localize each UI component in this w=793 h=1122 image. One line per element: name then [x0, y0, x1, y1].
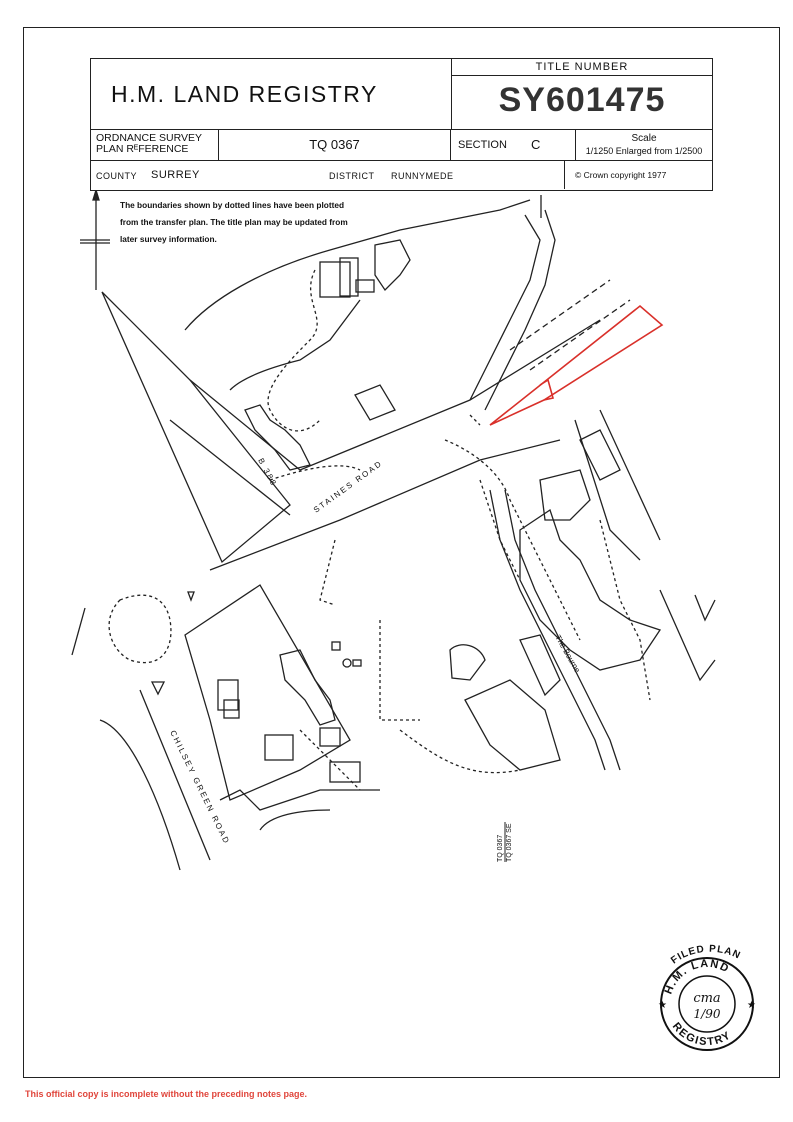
svg-text:★: ★: [658, 1000, 667, 1011]
stamp-ring-top: H.M. LAND: [662, 957, 732, 996]
section-value: C: [531, 137, 541, 152]
label-staines-road: STAINES ROAD: [311, 458, 385, 515]
label-grid-ref-1: TQ 0367: [497, 834, 504, 862]
title-number: SY601475: [498, 81, 666, 119]
label-grid-ref-2: TQ 0367 SE: [506, 823, 513, 862]
county-label: COUNTY: [96, 171, 137, 181]
scale-value: 1/1250 Enlarged from 1/2500: [585, 146, 703, 156]
county-value: SURREY: [151, 169, 200, 181]
staines-road-north-edge: [190, 320, 600, 470]
label-the-bourne: The Bourne: [553, 633, 582, 675]
building: [320, 262, 350, 297]
section-cell: [451, 130, 576, 160]
district-label: DISTRICT: [329, 171, 375, 181]
title-header: [90, 58, 713, 191]
reference-row: [91, 129, 712, 161]
north-arrow-icon: [80, 190, 110, 290]
title-number-label: TITLE NUMBER: [452, 59, 712, 76]
svg-text:REGISTRY: [670, 1020, 734, 1048]
stamp-ring-bottom: REGISTRY: [669, 1020, 734, 1049]
building: [340, 258, 358, 296]
registry-title: H.M. LAND REGISTRY: [111, 81, 378, 107]
scale-label: Scale: [631, 133, 657, 144]
triangle-plot: [102, 292, 290, 562]
os-ref-value: TQ 0367: [219, 130, 451, 160]
building: [356, 280, 374, 292]
county-row: [91, 161, 712, 191]
boundary-note: The boundaries shown by dotted lines have been plotted from the transfer plan. The title plan may be updated from later survey information.: [120, 200, 348, 244]
title-boundary: [490, 306, 662, 425]
district-value: RUNNYMEDE: [391, 171, 454, 181]
section-label: SECTION: [458, 139, 507, 151]
footer-notice: This official copy is incomplete without the preceding notes page.: [25, 1089, 308, 1099]
stamp-date: 1/90: [693, 1007, 721, 1021]
stamp-initials: cma: [693, 991, 721, 1006]
scale-cell: [576, 130, 712, 160]
stamp-top-text: FILED PLAN: [669, 943, 743, 967]
svg-text:★: ★: [747, 1000, 756, 1011]
os-ref-label: ORDNANCE SURVEY PLAN RᴱFERENCE: [91, 130, 219, 160]
crown-copyright: © Crown copyright 1977: [564, 161, 712, 189]
label-chilsey-green-road: CHILSEY GREEN ROAD: [168, 728, 232, 847]
title-number-box: [451, 59, 712, 129]
label-b388: B 388: [256, 456, 279, 489]
filed-plan-stamp: [652, 942, 762, 1057]
